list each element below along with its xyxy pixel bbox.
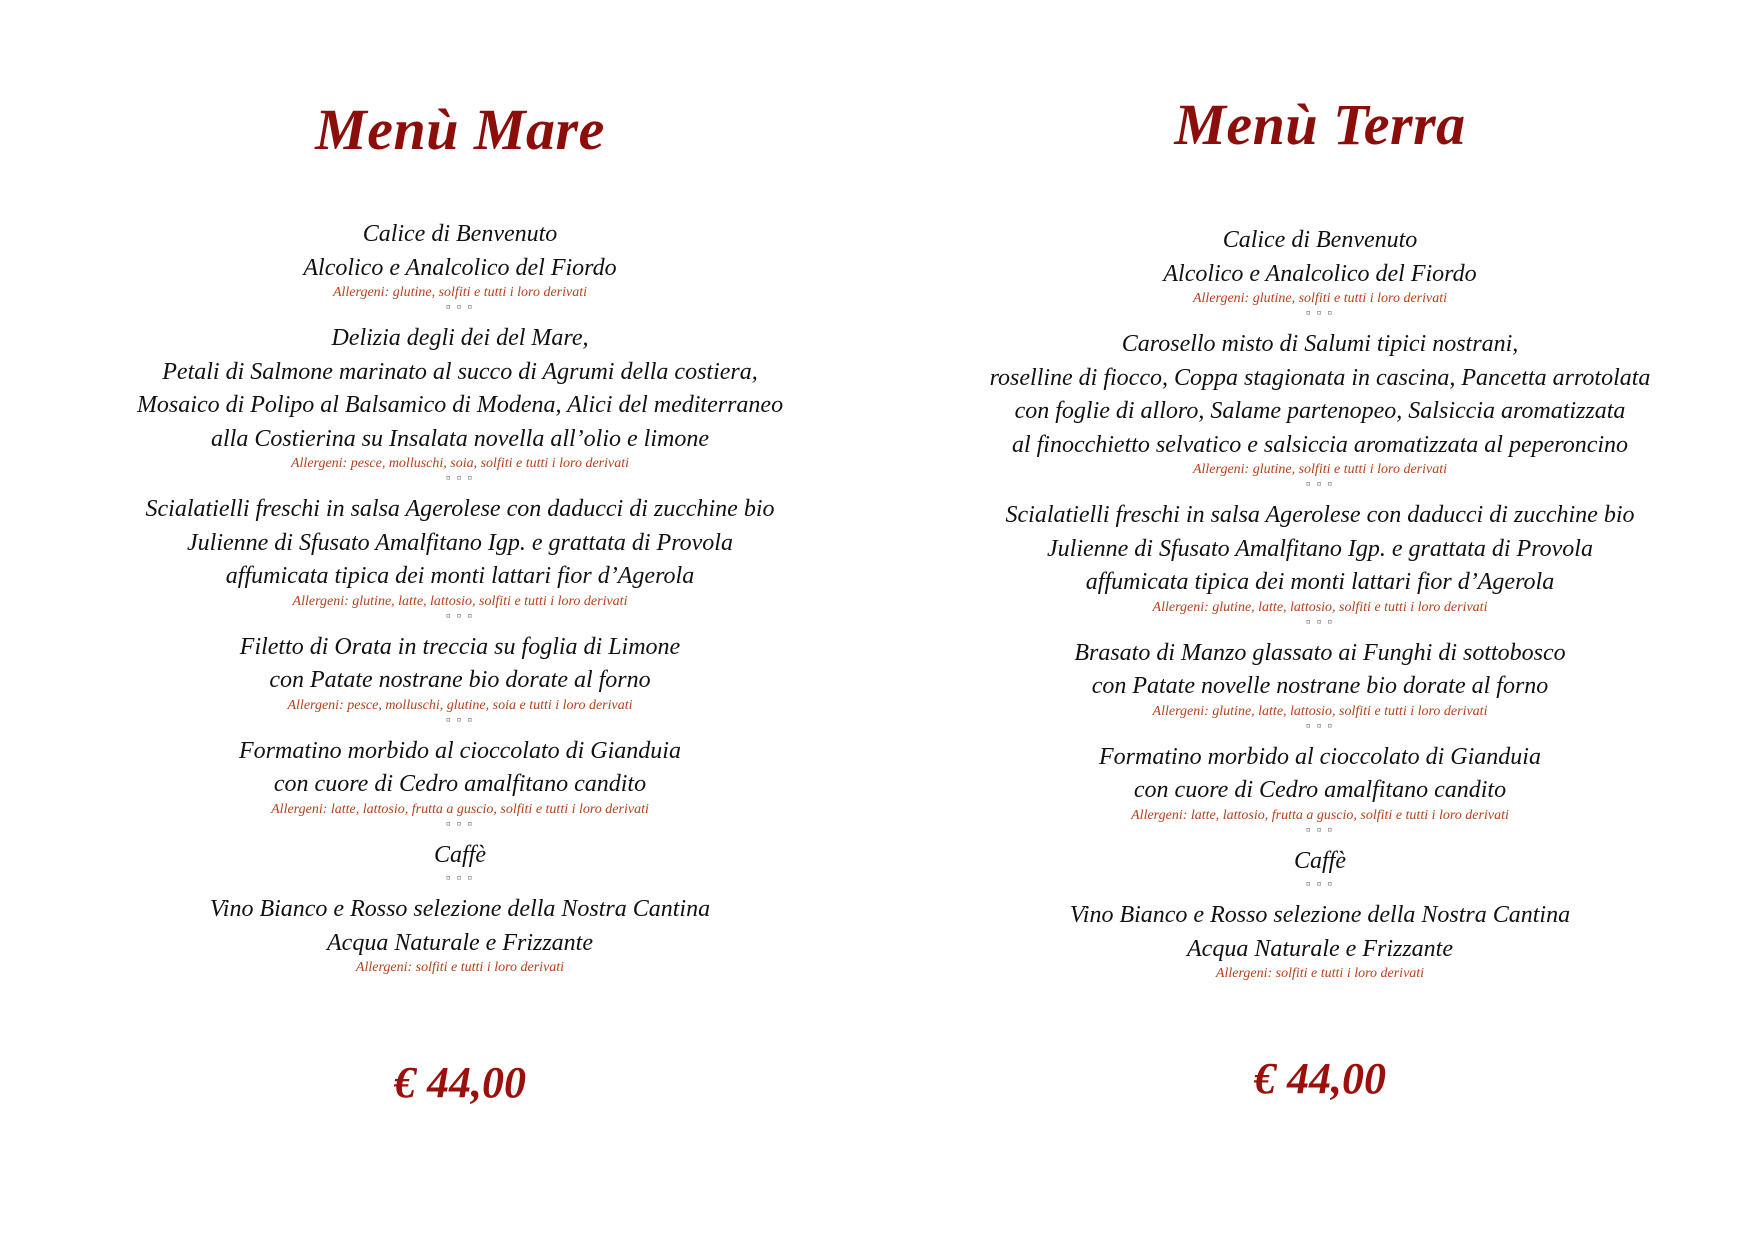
course-line: con foglie di alloro, Salame partenopeo, Salsiccia aromatizzata: [1014, 398, 1626, 424]
menu-course: [60, 493, 860, 623]
course-line: Formatino morbido al cioccolato di Gianduia: [1099, 743, 1541, 770]
course-line: Calice di Benvenuto: [1222, 227, 1418, 253]
allergen-note: Allergeni: latte, lattosio, frutta a guscio, solfiti e tutti i loro derivati: [1131, 807, 1509, 823]
menu-course: [60, 218, 860, 314]
course-separator: ¤ ¤ ¤: [446, 873, 474, 883]
course-line: Acqua Naturale e Frizzante: [1187, 935, 1453, 962]
allergen-note: Allergeni: pesce, molluschi, soia, solfiti e tutti i loro derivati: [290, 456, 630, 471]
course-line: con cuore di Cedro amalfitano candito: [273, 771, 647, 797]
course-line: Delizia degli dei del Mare,: [331, 325, 589, 351]
course-separator: ¤ ¤ ¤: [446, 473, 474, 483]
course-line: Scialatielli freschi in salsa Agerolese con daducci di zucchine bio: [145, 496, 775, 522]
course-line: Alcolico e Analcolico del Fiordo: [1163, 260, 1477, 287]
course-line: affumicata tipica dei monti lattari fior d’Agerola: [1085, 569, 1555, 595]
allergen-note: Allergeni: glutine, latte, lattosio, solfiti e tutti i loro derivati: [1152, 599, 1488, 615]
menu-course: [920, 637, 1720, 733]
course-separator: ¤ ¤ ¤: [1306, 879, 1334, 889]
menu-course: [60, 839, 860, 886]
course-line: Brasato di Manzo glassato ai Funghi di sottobosco: [1074, 639, 1566, 666]
course-line: Caffè: [1294, 847, 1346, 874]
course-line: Formatino morbido al cioccolato di Gianduia: [239, 737, 681, 764]
allergen-note: Allergeni: latte, lattosio, frutta a guscio, solfiti e tutti i loro derivati: [271, 801, 649, 817]
course-line: affumicata tipica dei monti lattari fior d’Agerola: [225, 563, 695, 589]
course-separator: ¤ ¤ ¤: [446, 610, 474, 621]
allergen-note: Allergeni: pesce, molluschi, glutine, soia e tutti i loro derivati: [287, 697, 633, 713]
menu-course: [920, 741, 1720, 837]
course-separator: ¤ ¤ ¤: [1306, 824, 1334, 835]
allergen-note: Allergeni: glutine, solfiti e tutti i loro derivati: [1192, 291, 1448, 306]
allergen-note: Allergeni: solfiti e tutti i loro derivati: [1215, 966, 1425, 981]
course-line: con Patate novelle nostrane bio dorate al forno: [1091, 673, 1549, 699]
course-list: [920, 224, 1720, 982]
allergen-note: Allergeni: glutine, solfiti e tutti i loro derivati: [332, 285, 588, 300]
course-line: al finocchietto selvatico e salsiccia aromatizzata al peperoncino: [1011, 431, 1629, 458]
menu-course: [920, 328, 1720, 491]
menu-price: € 44,00: [1254, 1054, 1386, 1103]
menu-course: [920, 845, 1720, 892]
course-separator: ¤ ¤ ¤: [1306, 308, 1334, 318]
menu-course: [60, 322, 860, 485]
course-separator: ¤ ¤ ¤: [1306, 479, 1334, 489]
course-separator: ¤ ¤ ¤: [446, 302, 474, 312]
menu-course: [60, 735, 860, 831]
course-line: roselline di fiocco, Coppa stagionata in cascina, Pancetta arrotolata: [989, 364, 1651, 391]
course-line: Filetto di Orata in treccia su foglia di Limone: [239, 633, 681, 660]
course-line: Carosello misto di Salumi tipici nostrani,: [1121, 331, 1519, 357]
course-line: Vino Bianco e Rosso selezione della Nostra Cantina: [1069, 902, 1571, 928]
menu-course: [60, 631, 860, 727]
allergen-note: Allergeni: solfiti e tutti i loro derivati: [355, 960, 565, 975]
menu-course: [60, 893, 860, 976]
course-line: Alcolico e Analcolico del Fiordo: [303, 254, 617, 281]
course-line: Petali di Salmone marinato al succo di Agrumi della costiera,: [162, 358, 758, 385]
course-separator: ¤ ¤ ¤: [446, 818, 474, 829]
course-line: Acqua Naturale e Frizzante: [327, 929, 593, 956]
course-separator: ¤ ¤ ¤: [446, 714, 474, 725]
course-line: Vino Bianco e Rosso selezione della Nostra Cantina: [209, 896, 711, 922]
course-line: Calice di Benvenuto: [362, 221, 558, 247]
allergen-note: Allergeni: glutine, solfiti e tutti i loro derivati: [1192, 462, 1448, 477]
course-line: con Patate nostrane bio dorate al forno: [269, 667, 651, 693]
course-line: Scialatielli freschi in salsa Agerolese con daducci di zucchine bio: [1005, 502, 1635, 528]
menu-course: [920, 899, 1720, 982]
menu-price: € 44,00: [394, 1058, 526, 1107]
course-line: Caffè: [434, 841, 486, 868]
course-line: alla Costierina su Insalata novella all’olio e limone: [211, 425, 709, 452]
course-separator: ¤ ¤ ¤: [1306, 720, 1334, 731]
course-list: [60, 218, 860, 976]
menu-title: Menù Mare: [315, 97, 605, 162]
allergen-note: Allergeni: glutine, latte, lattosio, solfiti e tutti i loro derivati: [1152, 703, 1488, 719]
allergen-note: Allergeni: glutine, latte, lattosio, solfiti e tutti i loro derivati: [292, 593, 628, 609]
course-line: Julienne di Sfusato Amalfitano Igp. e grattata di Provola: [187, 529, 733, 556]
menu-course: [920, 499, 1720, 629]
course-line: con cuore di Cedro amalfitano candito: [1133, 777, 1507, 803]
course-separator: ¤ ¤ ¤: [1306, 616, 1334, 627]
menu-title: Menù Terra: [1174, 92, 1466, 157]
menu-course: [920, 224, 1720, 320]
course-line: Julienne di Sfusato Amalfitano Igp. e grattata di Provola: [1047, 535, 1593, 562]
course-line: Mosaico di Polipo al Balsamico di Modena, Alici del mediterraneo: [136, 392, 784, 418]
